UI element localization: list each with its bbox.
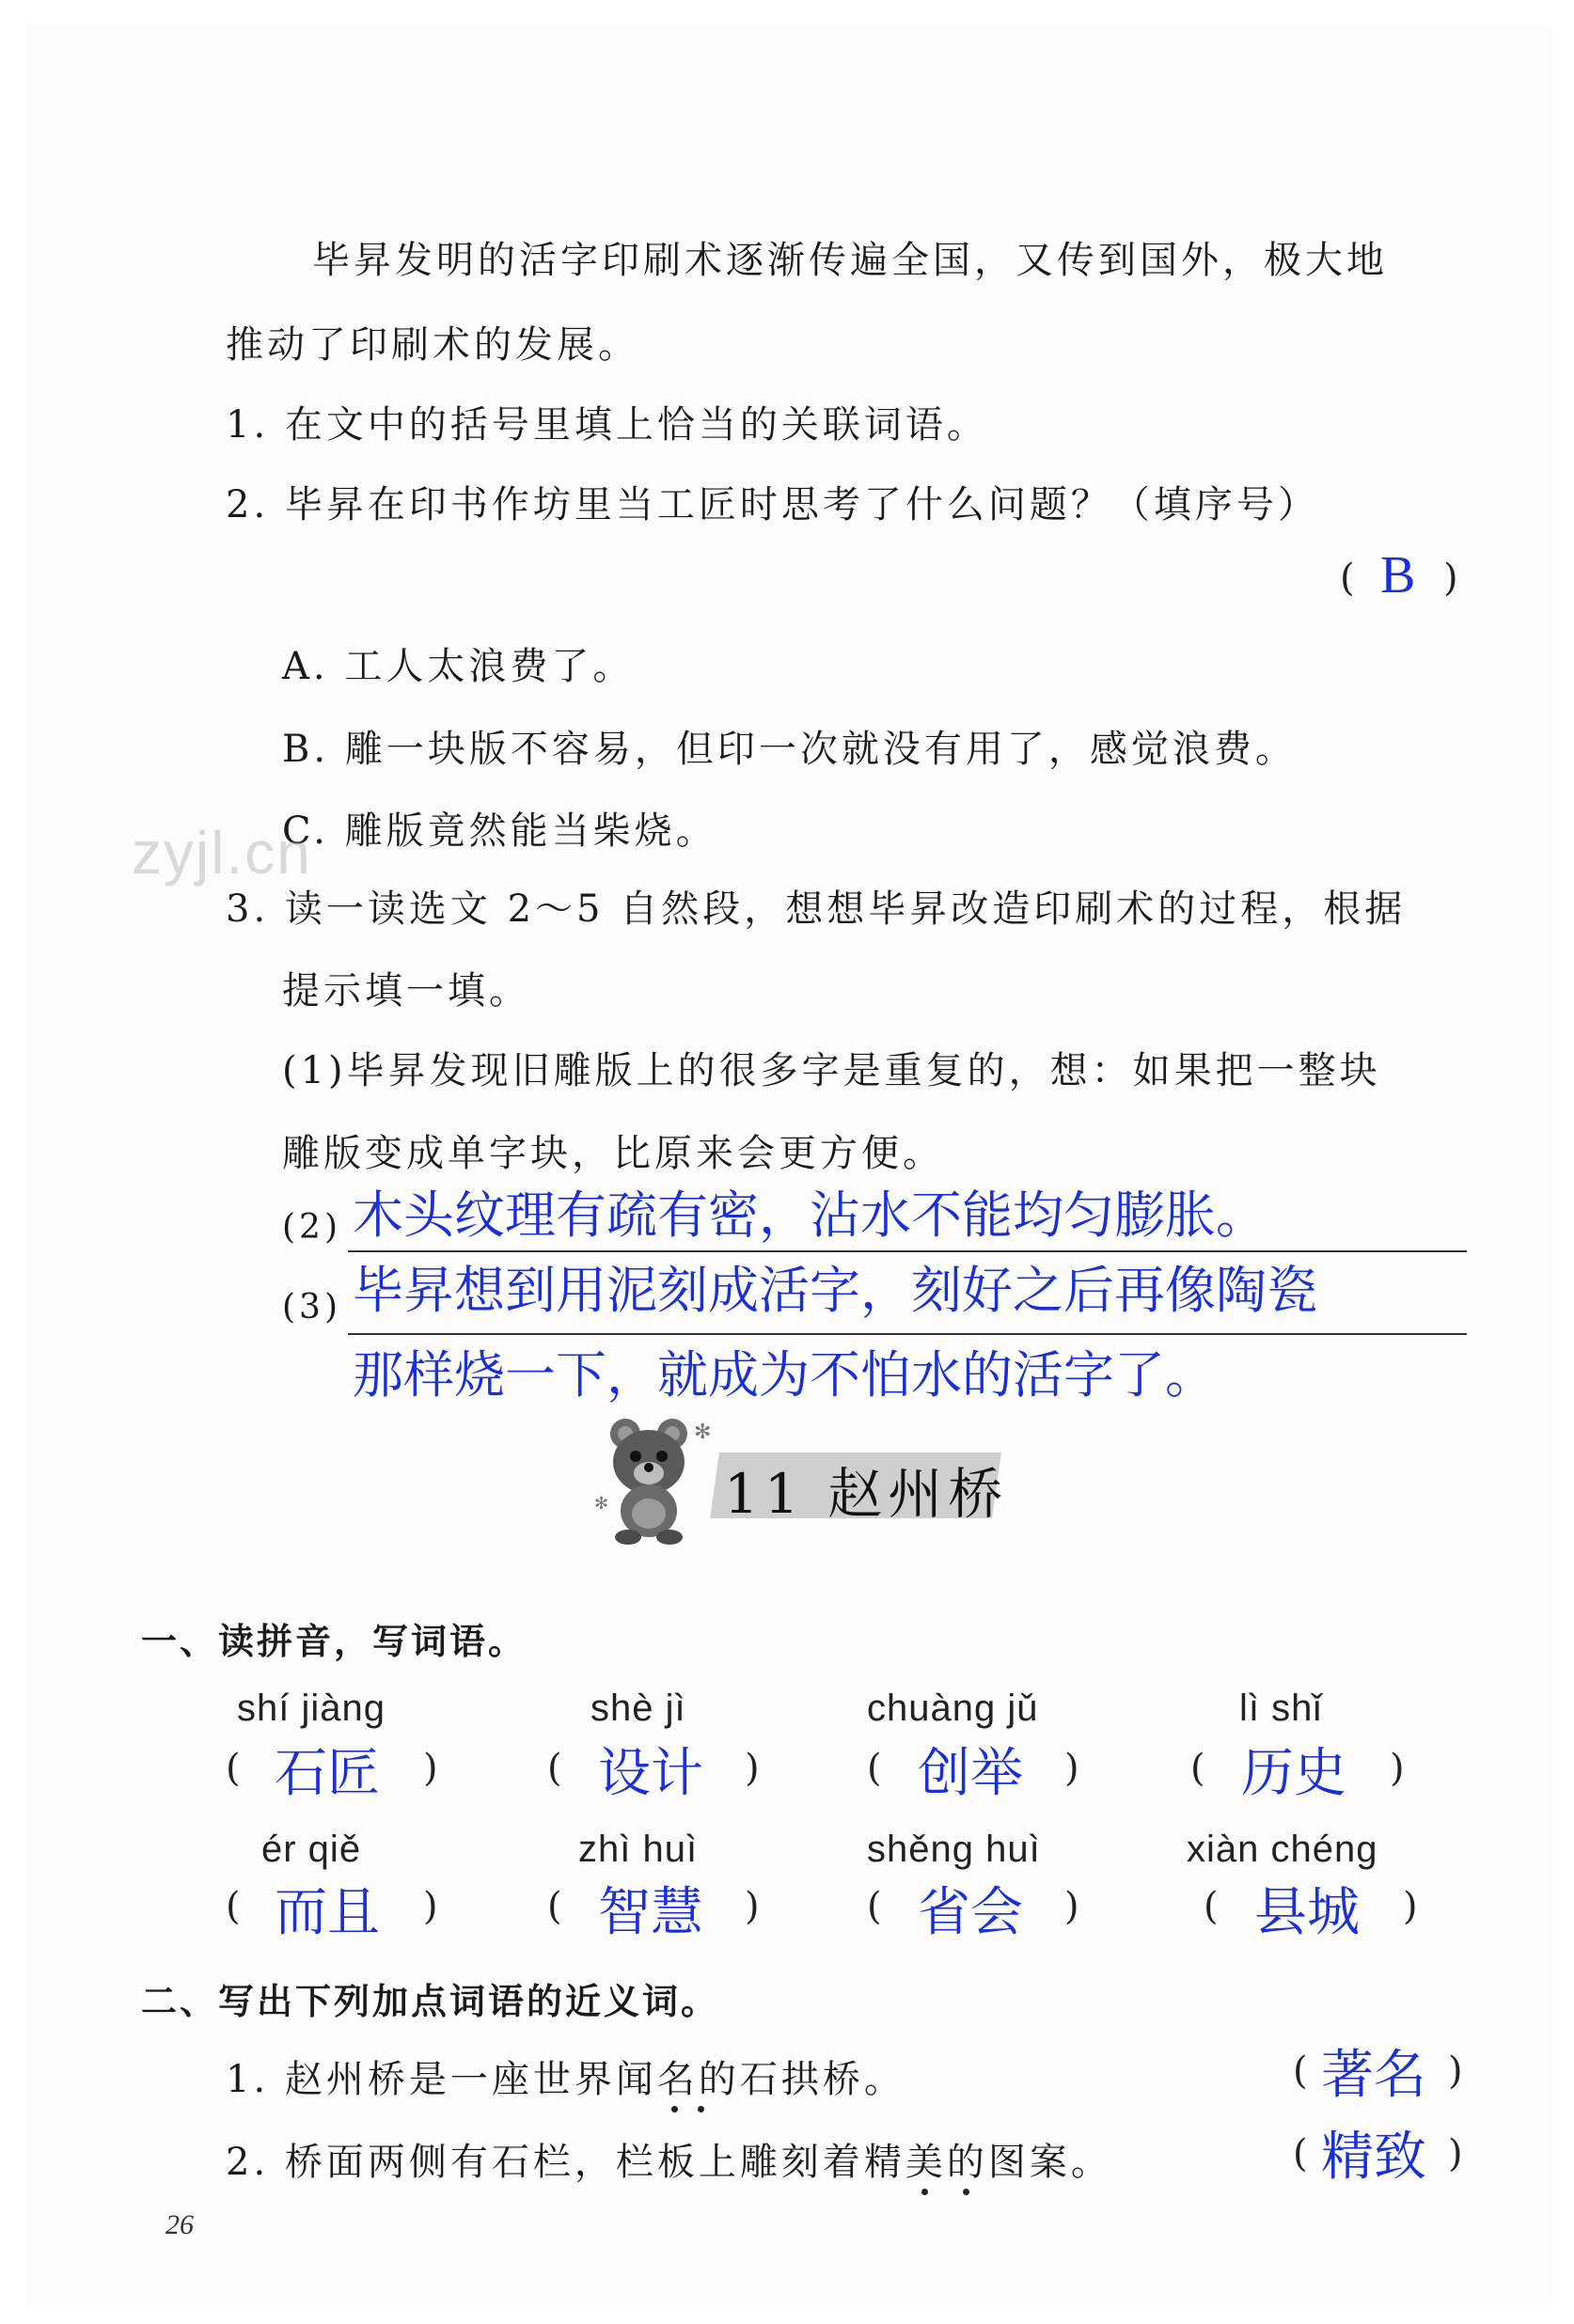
synonym-item-1: 1. 赵州桥是一座世界闻名的石拱桥。 (226, 2058, 905, 2101)
paren-close: ) (1390, 1747, 1405, 1790)
watermark: zyjl.cn (132, 819, 312, 887)
paren-open: ( (1293, 2132, 1308, 2175)
paren-close: ) (1403, 1885, 1418, 1928)
emphasis-dot (671, 2106, 678, 2112)
pinyin-6: zhì huì (578, 1829, 699, 1870)
emphasis-dot (921, 2189, 928, 2195)
paren-close: ) (1448, 2132, 1463, 2175)
paren-close: ) (745, 1747, 760, 1790)
section-1-heading: 一、读拼音，写词语。 (141, 1621, 527, 1662)
paren-open: ( (1204, 1885, 1219, 1928)
paren-open: ( (867, 1747, 882, 1790)
paren-close: ) (423, 1885, 438, 1928)
question-2: 2. 毕昇在印书作坊里当工匠时思考了什么问题？（填序号） (226, 483, 1319, 526)
q2-answer: B (1380, 546, 1416, 605)
answer-6: 智慧 (598, 1882, 703, 1943)
section-2-heading: 二、写出下列加点词语的近义词。 (141, 1981, 720, 2022)
pinyin-7: shěng huì (867, 1829, 1041, 1870)
answer-paren-open: ( (1340, 557, 1355, 600)
sub-question-3-answer-line-1: 毕昇想到用泥刻成活字，刻好之后再像陶瓷 (353, 1261, 1317, 1320)
passage-line-1: 毕昇发明的活字印刷术逐渐传遍全国，又传到国外，极大地 (312, 239, 1388, 282)
paren-open: ( (867, 1885, 882, 1928)
page-number: 26 (165, 2209, 194, 2240)
svg-text:✻: ✻ (694, 1421, 712, 1444)
sub-question-3-label: (3) (282, 1288, 341, 1327)
lesson-title: 11 赵州桥 (724, 1462, 1009, 1526)
paren-close: ) (423, 1747, 438, 1790)
answer-4: 历史 (1241, 1743, 1346, 1804)
answer-8: 县城 (1254, 1882, 1360, 1943)
pinyin-3: chuàng jǔ (867, 1688, 1039, 1729)
answer-3: 创举 (918, 1743, 1023, 1804)
sub-question-3-answer-line-2: 那样烧一下，就成为不怕水的活字了。 (353, 1345, 1216, 1405)
question-3-line-1: 3. 读一读选文 2～5 自然段，想想毕昇改造印刷术的过程，根据 (226, 887, 1407, 931)
emphasis-dot (698, 2106, 704, 2112)
answer-5: 而且 (275, 1882, 380, 1943)
paren-open: ( (547, 1885, 562, 1928)
pinyin-1: shí jiàng (237, 1688, 386, 1729)
option-b: B. 雕一块版不容易，但印一次就没有用了，感觉浪费。 (282, 728, 1297, 771)
pinyin-4: lì shǐ (1239, 1688, 1323, 1729)
paren-close: ) (1064, 1747, 1079, 1790)
pinyin-8: xiàn chéng (1187, 1829, 1378, 1870)
svg-text:✻: ✻ (594, 1494, 609, 1514)
paren-open: ( (1190, 1747, 1205, 1790)
sub-question-2-label: (2) (282, 1208, 341, 1247)
synonym-answer-1: 著名 (1321, 2045, 1426, 2106)
answer-1: 石匠 (275, 1743, 380, 1804)
synonym-item-2: 2. 桥面两侧有石栏，栏板上雕刻着精美的图案。 (226, 2141, 1112, 2184)
paren-open: ( (1293, 2049, 1308, 2093)
sub-question-1-line-1: (1)毕昇发现旧雕版上的很多字是重复的，想：如果把一整块 (282, 1049, 1381, 1092)
bear-icon (592, 1405, 715, 1547)
emphasis-dot (963, 2189, 969, 2195)
option-a: A. 工人太浪费了。 (282, 645, 635, 688)
sub-question-2-answer: 木头纹理有疏有密，沾水不能均匀膨胀。 (353, 1186, 1267, 1245)
sub-question-1-line-2: 雕版变成单字块，比原来会更方便。 (282, 1132, 944, 1175)
paren-open: ( (226, 1747, 241, 1790)
paren-close: ) (745, 1885, 760, 1928)
passage-line-2: 推动了印刷术的发展。 (226, 323, 639, 367)
answer-paren-close: ) (1443, 557, 1458, 600)
paren-close: ) (1448, 2049, 1463, 2093)
pinyin-5: ér qiě (261, 1829, 362, 1870)
paren-open: ( (547, 1747, 562, 1790)
pinyin-2: shè jì (590, 1688, 686, 1729)
answer-7: 省会 (918, 1882, 1023, 1943)
paren-close: ) (1064, 1885, 1079, 1928)
question-3-line-2: 提示填一填。 (282, 969, 530, 1013)
answer-2: 设计 (598, 1743, 703, 1804)
synonym-answer-2: 精致 (1321, 2127, 1426, 2188)
question-1: 1. 在文中的括号里填上恰当的关联词语。 (226, 403, 988, 447)
paren-open: ( (226, 1885, 241, 1928)
option-c: C. 雕版竟然能当柴烧。 (282, 809, 717, 853)
